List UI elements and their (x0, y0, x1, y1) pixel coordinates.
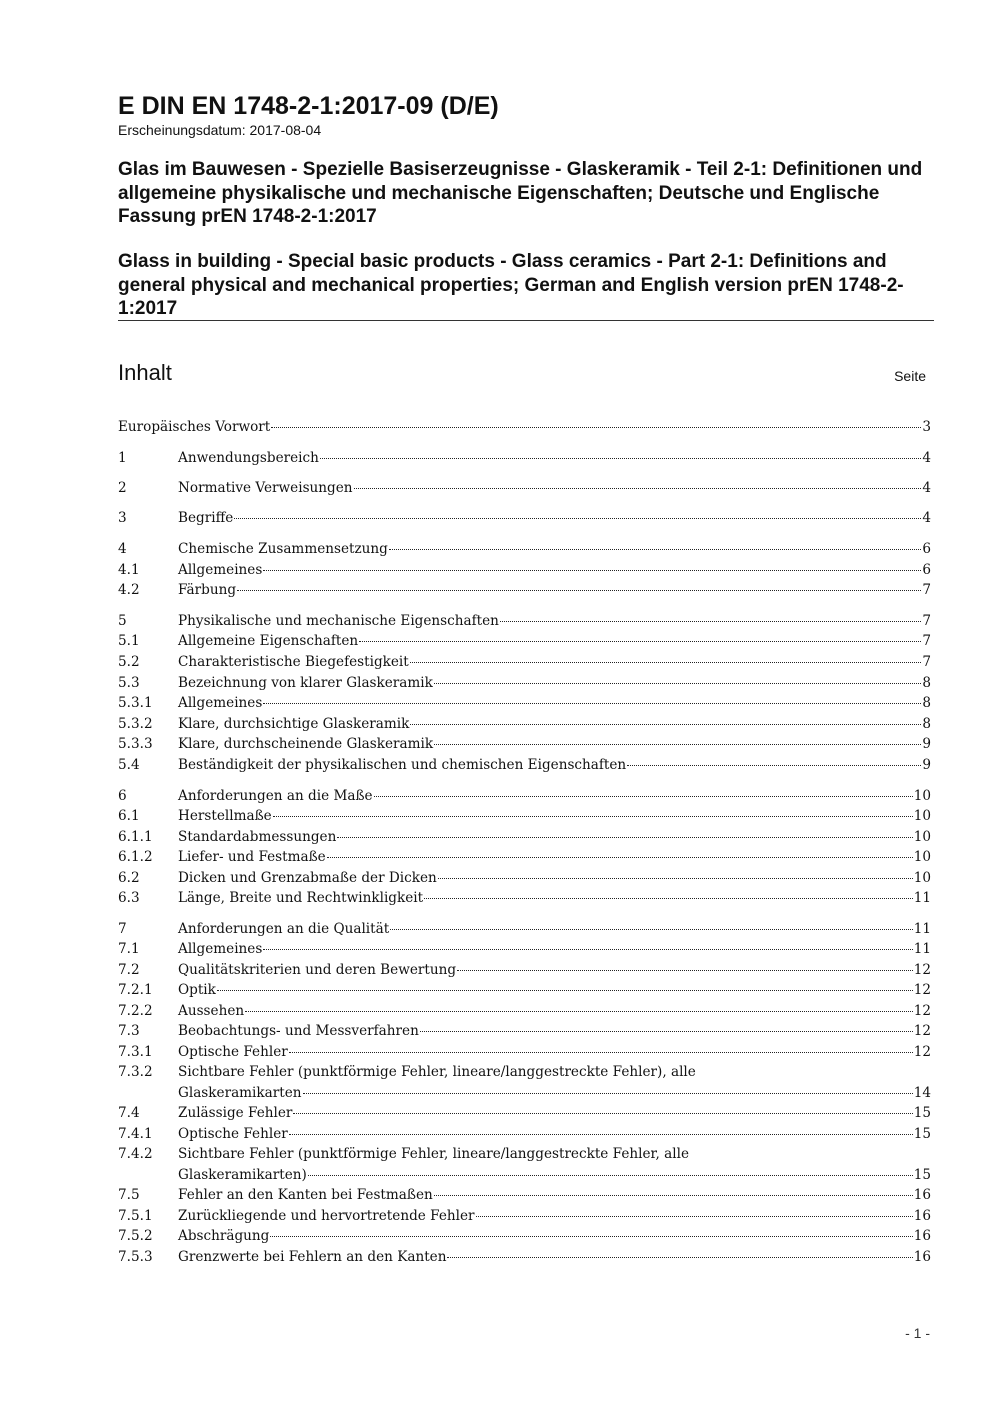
title-german: Glas im Bauwesen - Spezielle Basiserzeugnisse - Glaskeramik - Teil 2-1: Definitionen und allgemeine physikalische und mechanische Eigenschaften; Deutsche und Englische Fassung prEN 1748-2-1:2017 (118, 159, 923, 227)
toc-entry-title: Begriffe (178, 510, 234, 526)
dot-leader (627, 765, 921, 766)
toc-entry-title: Chemische Zusammensetzung (178, 541, 388, 557)
toc-entry[interactable] (118, 508, 931, 529)
toc-entry-title: Färbung (178, 582, 237, 598)
toc-entry-number: 5.1 (118, 633, 140, 649)
toc-entry-number: 5.3.3 (118, 736, 153, 752)
toc-entry[interactable] (118, 847, 931, 868)
dot-leader (457, 970, 913, 971)
toc-entry[interactable] (118, 611, 931, 632)
toc-entry-page: 7 (922, 582, 931, 598)
toc-entry-number: 7.4 (118, 1105, 140, 1121)
title-divider (118, 320, 934, 321)
toc-entry-page: 7 (922, 613, 931, 629)
dot-leader (374, 796, 913, 797)
toc-entry[interactable] (118, 631, 931, 652)
toc-entry-page: 9 (922, 757, 931, 773)
toc-entry[interactable] (118, 1001, 931, 1022)
dot-leader (389, 549, 921, 550)
toc-entry-page: 11 (913, 941, 931, 957)
publication-date: Erscheinungsdatum: 2017-08-04 (118, 122, 322, 138)
toc-entry-page: 10 (913, 829, 931, 845)
dot-leader (434, 683, 921, 684)
toc-entry-page: 12 (913, 962, 931, 978)
toc-entry-number: 6.1.2 (118, 849, 153, 865)
toc-entry-number: 7.4.2 (118, 1146, 153, 1162)
toc-entry[interactable] (118, 539, 931, 560)
dot-leader (434, 1195, 913, 1196)
toc-entry[interactable] (118, 1021, 931, 1042)
toc-entry-number: 6.2 (118, 870, 140, 886)
dot-leader (420, 1031, 913, 1032)
toc-entry-title: Abschrägung (178, 1228, 270, 1244)
dot-leader (390, 929, 912, 930)
toc-entry-title: Europäisches Vorwort (118, 419, 271, 435)
toc-entry-page: 6 (922, 541, 931, 557)
toc-entry-title: Optische Fehler (178, 1044, 288, 1060)
toc-entry-page: 4 (922, 510, 931, 526)
dot-leader (270, 1236, 912, 1237)
dot-leader (410, 724, 921, 725)
toc-entry-page: 3 (922, 419, 931, 435)
toc-entry-number: 7.3.2 (118, 1064, 153, 1080)
toc-entry[interactable] (118, 448, 931, 469)
toc-entry-number: 5.4 (118, 757, 140, 773)
toc-entry-title: Allgemeine Eigenschaften (178, 633, 359, 649)
toc-entry-title: Klare, durchsichtige Glaskeramik (178, 716, 410, 732)
toc-entry[interactable] (118, 714, 931, 735)
dot-leader (500, 621, 921, 622)
toc-entry[interactable] (118, 1206, 931, 1227)
toc-entry[interactable] (118, 652, 931, 673)
toc-entry[interactable] (118, 1144, 931, 1186)
toc-entry-page: 12 (913, 1003, 931, 1019)
dot-leader (337, 837, 912, 838)
toc-entry-page: 16 (913, 1187, 931, 1203)
toc-entry-number: 7.3.1 (118, 1044, 153, 1060)
dot-leader (354, 488, 922, 489)
toc-entry-title: Allgemeines (178, 562, 263, 578)
toc-entry-page: 15 (913, 1126, 931, 1142)
toc-entry[interactable] (118, 980, 931, 1001)
toc-entry-number: 5.3.2 (118, 716, 153, 732)
toc-entry[interactable] (118, 734, 931, 755)
toc-entry-page: 11 (913, 890, 931, 906)
toc-entry-title: Liefer- und Festmaße (178, 849, 326, 865)
toc-entry[interactable] (118, 478, 931, 499)
toc-entry-title-line1: Sichtbare Fehler (punktförmige Fehler, lineare/langgestreckte Fehler), alle (178, 1064, 696, 1080)
dot-leader (327, 857, 913, 858)
toc-entry-title: Charakteristische Biegefestigkeit (178, 654, 409, 670)
dot-leader (359, 641, 921, 642)
toc-entry[interactable] (118, 560, 931, 581)
toc-entry-page: 8 (922, 695, 931, 711)
toc-entry[interactable] (118, 1103, 931, 1124)
dot-leader (271, 427, 921, 428)
toc-entry-page: 15 (913, 1105, 931, 1121)
toc-entry-number: 7.5 (118, 1187, 140, 1203)
toc-heading: Inhalt (118, 360, 172, 385)
toc-entry[interactable] (118, 673, 931, 694)
toc-entry[interactable] (118, 693, 931, 714)
toc-entry-number: 5.3.1 (118, 695, 153, 711)
toc-entry-page: 10 (913, 808, 931, 824)
document-id: E DIN EN 1748-2-1:2017-09 (D/E) (118, 92, 499, 120)
toc-entry-title: Beobachtungs- und Messverfahren (178, 1023, 419, 1039)
toc-entry-number: 1 (118, 450, 127, 466)
toc-entry-number: 2 (118, 480, 127, 496)
toc-entry-title: Anforderungen an die Qualität (178, 921, 390, 937)
toc-entry-page: 7 (922, 654, 931, 670)
toc-entry-page: 7 (922, 633, 931, 649)
toc-entry[interactable] (118, 1124, 931, 1145)
toc-entry-page: 10 (913, 849, 931, 865)
page-number: - 1 - (905, 1325, 930, 1341)
title-english: Glass in building - Special basic products - Glass ceramics - Part 2-1: Definitions and general physical and mechanical properties; German and English version prEN 1748-2-1:2017 (118, 251, 904, 319)
toc-entry-page: 12 (913, 1044, 931, 1060)
toc-entry-title-line2: Glaskeramikarten) (178, 1166, 307, 1183)
dot-leader (308, 1175, 913, 1176)
toc-entry-page: 4 (922, 450, 931, 466)
toc-entry-title: Fehler an den Kanten bei Festmaßen (178, 1187, 433, 1203)
toc-entry-page: 10 (913, 870, 931, 886)
toc-entry-page: 8 (922, 675, 931, 691)
toc-entry[interactable] (118, 1247, 931, 1268)
toc-entry-title: Beständigkeit der physikalischen und chemischen Eigenschaften (178, 757, 627, 773)
dot-leader (289, 1052, 913, 1053)
toc-entry-title: Herstellmaße (178, 808, 272, 824)
toc-entry[interactable] (118, 827, 931, 848)
toc-entry-page: 16 (913, 1228, 931, 1244)
toc-entry-number: 6.1.1 (118, 829, 153, 845)
dot-leader (303, 1093, 913, 1094)
toc-entry[interactable] (118, 939, 931, 960)
dot-leader (410, 662, 922, 663)
toc-entry-number: 7.2.2 (118, 1003, 153, 1019)
dot-leader (237, 590, 921, 591)
toc-entry-number: 4.1 (118, 562, 140, 578)
toc-entry[interactable] (118, 868, 931, 889)
toc-entry-number: 5.3 (118, 675, 140, 691)
toc-entry-title: Bezeichnung von klarer Glaskeramik (178, 675, 433, 691)
toc-entry[interactable] (118, 1185, 931, 1206)
toc-entry-number: 7.5.1 (118, 1208, 153, 1224)
toc-entry-number: 7.2 (118, 962, 140, 978)
dot-leader (424, 898, 913, 899)
dot-leader (273, 816, 913, 817)
toc-entry-number: 5 (118, 613, 127, 629)
toc-entry[interactable] (118, 1226, 931, 1247)
toc-entry-page: 4 (922, 480, 931, 496)
toc-entry[interactable] (118, 888, 931, 909)
toc-entry-title: Standardabmessungen (178, 829, 337, 845)
toc-entry-number: 7.2.1 (118, 982, 153, 998)
toc-entry-title: Zulässige Fehler (178, 1105, 293, 1121)
toc-entry-number: 3 (118, 510, 127, 526)
toc-entry-page: 15 (913, 1166, 931, 1183)
toc-entry-title-line1: Sichtbare Fehler (punktförmige Fehler, lineare/langgestreckte Fehler, alle (178, 1146, 690, 1162)
dot-leader (438, 878, 913, 879)
toc-entry-title: Optik (178, 982, 216, 998)
toc-entry[interactable] (118, 580, 931, 601)
toc-entry-title: Klare, durchscheinende Glaskeramik (178, 736, 434, 752)
toc-entry[interactable] (118, 919, 931, 940)
toc-entry-title: Aussehen (178, 1003, 245, 1019)
toc-entry-number: 7.5.3 (118, 1249, 153, 1265)
toc-entry-number: 6 (118, 788, 127, 804)
toc-entry-title: Grenzwerte bei Fehlern an den Kanten (178, 1249, 447, 1265)
toc-entry-title: Anforderungen an die Maße (178, 788, 373, 804)
toc-entry-number: 7.5.2 (118, 1228, 153, 1244)
dot-leader (234, 518, 921, 519)
toc-entry[interactable] (118, 755, 931, 776)
toc-entry-page: 8 (922, 716, 931, 732)
toc-entry-number: 6.3 (118, 890, 140, 906)
toc-entry-number: 7.3 (118, 1023, 140, 1039)
toc-entry-number: 5.2 (118, 654, 140, 670)
toc-entry-number: 7.4.1 (118, 1126, 153, 1142)
dot-leader (447, 1257, 912, 1258)
toc-entry-title: Normative Verweisungen (178, 480, 353, 496)
toc-entry-page: 16 (913, 1208, 931, 1224)
toc-entry-page: 16 (913, 1249, 931, 1265)
toc-entry-page: 14 (913, 1084, 931, 1101)
toc-entry-page: 9 (922, 736, 931, 752)
dot-leader (263, 949, 912, 950)
toc-entry[interactable] (118, 417, 931, 438)
toc-entry[interactable] (118, 1062, 931, 1104)
toc-entry-title: Länge, Breite und Rechtwinkligkeit (178, 890, 424, 906)
toc-entry-title: Allgemeines (178, 695, 263, 711)
toc-entry-number: 6.1 (118, 808, 140, 824)
toc-entry-number: 7.1 (118, 941, 140, 957)
dot-leader (263, 570, 921, 571)
toc-entry-title: Physikalische und mechanische Eigenschaften (178, 613, 499, 629)
toc-entry-number: 7 (118, 921, 127, 937)
dot-leader (434, 744, 921, 745)
toc-entry-title: Anwendungsbereich (178, 450, 319, 466)
toc-entry-title: Qualitätskriterien und deren Bewertung (178, 962, 457, 978)
dot-leader (245, 1011, 913, 1012)
dot-leader (217, 990, 913, 991)
toc-entry-page: 6 (922, 562, 931, 578)
toc-entry-page: 10 (913, 788, 931, 804)
toc-entry-title: Zurückliegende und hervortretende Fehler (178, 1208, 475, 1224)
dot-leader (320, 458, 921, 459)
dot-leader (293, 1113, 912, 1114)
toc-entry-page: 12 (913, 982, 931, 998)
dot-leader (476, 1216, 913, 1217)
toc-entry[interactable] (118, 1042, 931, 1063)
dot-leader (289, 1134, 913, 1135)
toc-entry[interactable] (118, 806, 931, 827)
toc-entry-title-line2: Glaskeramikarten (178, 1084, 302, 1101)
toc-entry-title: Optische Fehler (178, 1126, 288, 1142)
dot-leader (263, 703, 921, 704)
toc-entry-number: 4 (118, 541, 127, 557)
toc-entry-page: 11 (913, 921, 931, 937)
toc-entry-number: 4.2 (118, 582, 140, 598)
toc-entry[interactable] (118, 786, 931, 807)
toc-entry-page: 12 (913, 1023, 931, 1039)
toc-page-column-label: Seite (894, 368, 926, 384)
toc-entry[interactable] (118, 960, 931, 981)
toc-entry-title: Dicken und Grenzabmaße der Dicken (178, 870, 437, 886)
toc-entry-title: Allgemeines (178, 941, 263, 957)
